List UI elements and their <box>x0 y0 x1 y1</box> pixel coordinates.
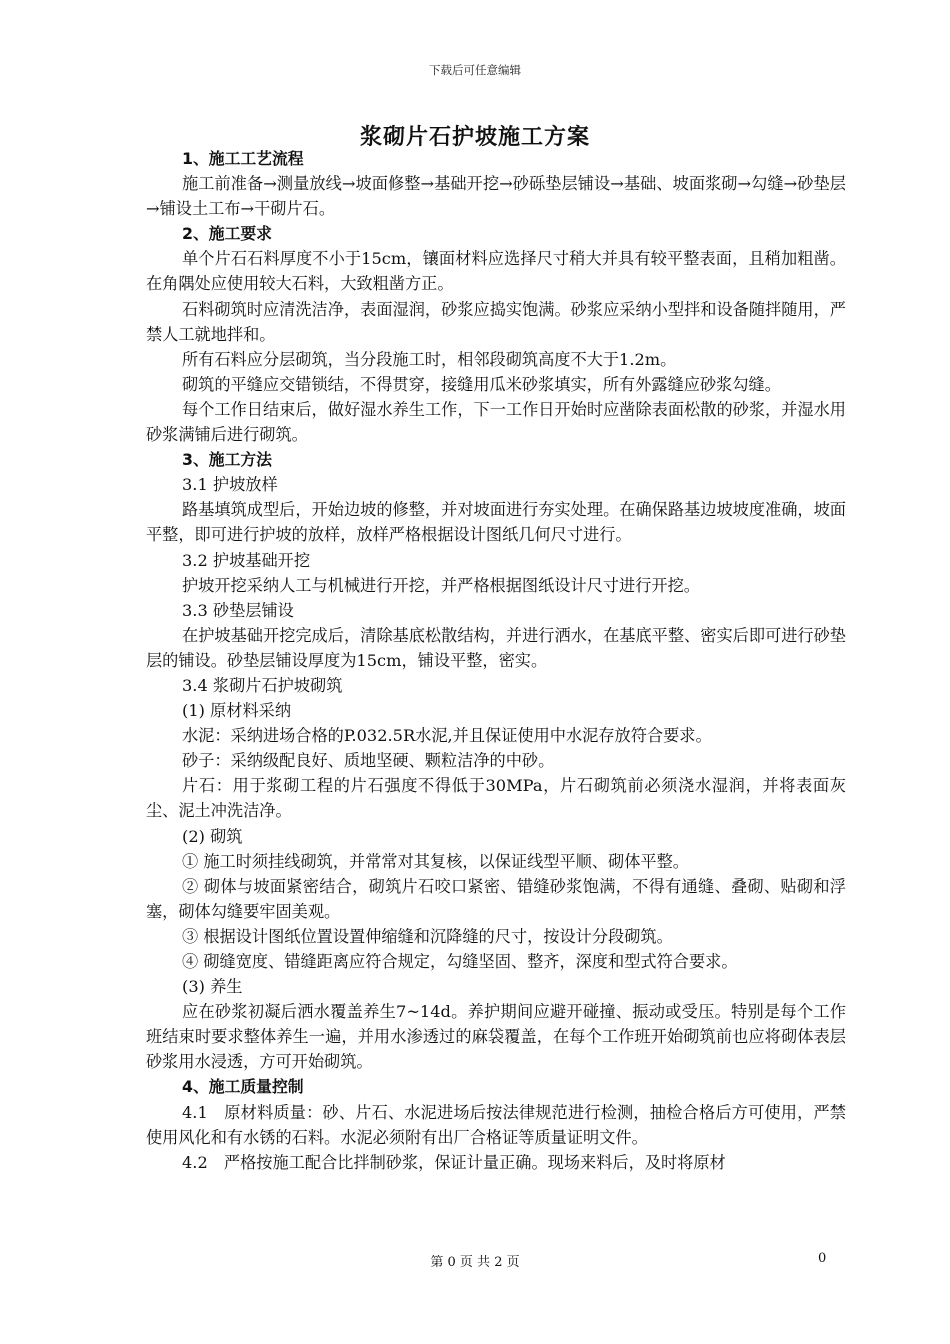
paragraph: 砂子：采纳级配良好、质地坚硬、颗粒洁净的中砂。 <box>182 751 555 771</box>
paragraph: 4.1 原材料质量：砂、片石、水泥进场后按法律规范进行检测，抽检合格后方可使用，严禁使用风化和有水锈的石料。水泥必须附有出厂合格证等质量证明文件。 <box>146 1102 846 1147</box>
list-item: ① 施工时须挂线砌筑，并常常对其复核，以保证线型平顺、砌体平整。 <box>182 851 689 871</box>
item-title: (2) 砌筑 <box>182 826 243 846</box>
paragraph: 施工前准备→测量放线→坡面修整→基础开挖→砂砾垫层铺设→基础、坡面浆砌→勾缝→砂垫层→铺设土工布→干砌片石。 <box>146 174 846 219</box>
document-body <box>146 146 846 1175</box>
list-item: ③ 根据设计图纸位置设置伸缩缝和沉降缝的尺寸，按设计分段砌筑。 <box>182 926 673 946</box>
paragraph: 片石：用于浆砌工程的片石强度不得低于30MPa，片石砌筑前必须浇水湿润，并将表面灰尘、泥土冲洗洁净。 <box>146 776 846 821</box>
subsection-title: 3.4 浆砌片石护坡砌筑 <box>182 675 343 695</box>
paragraph: 砌筑的平缝应交错锁结，不得贯穿，接缝用瓜米砂浆填实，所有外露缝应砂浆勾缝。 <box>182 374 781 394</box>
paragraph: 应在砂浆初凝后洒水覆盖养生7~14d。养护期间应避开碰撞、振动或受压。特别是每个工作班结束时要求整体养生一遍，并用水渗透过的麻袋覆盖，在每个工作班开始砌筑前也应将砌体表层砂浆用水浸透，方可开始砌筑。 <box>146 1002 846 1072</box>
section-heading-2: 2、施工要求 <box>182 224 272 244</box>
list-item: ② 砌体与坡面紧密结合，砌筑片石咬口紧密、错缝砂浆饱满，不得有通缝、叠砌、贴砌和浮塞，砌体勾缝要牢固美观。 <box>146 876 846 921</box>
subsection-title: 3.2 护坡基础开挖 <box>182 550 311 570</box>
page-number: 0 <box>818 1251 827 1266</box>
page-footer: 第 0 页 共 2 页 <box>430 1255 520 1270</box>
paragraph: 路基填筑成型后，开始边坡的修整，并对坡面进行夯实处理。在确保路基边坡坡度准确，坡面平整，即可进行护坡的放样，放样严格根据设计图纸几何尺寸进行。 <box>146 500 846 545</box>
section-heading-1: 1、施工工艺流程 <box>182 149 304 168</box>
page-header: 下载后可任意编辑 <box>429 63 521 77</box>
item-title: (3) 养生 <box>182 977 243 997</box>
paragraph: 所有石料应分层砌筑，当分段施工时，相邻段砌筑高度不大于1.2m。 <box>182 349 677 369</box>
item-title: (1) 原材料采纳 <box>182 701 292 721</box>
section-heading-4: 4、施工质量控制 <box>182 1077 304 1097</box>
paragraph: 每个工作日结束后，做好湿水养生工作，下一工作日开始时应凿除表面松散的砂浆，并湿水用砂浆满铺后进行砌筑。 <box>146 399 846 445</box>
subsection-title: 3.3 砂垫层铺设 <box>182 600 294 620</box>
document-title: 浆砌片石护坡施工方案 <box>359 124 590 150</box>
paragraph: 单个片石石料厚度不小于15cm，镶面材料应选择尺寸稍大并具有较平整表面，且稍加粗凿。在角隅处应使用较大石料，大致粗凿方正。 <box>146 249 846 294</box>
paragraph: 护坡开挖采纳人工与机械进行开挖，并严格根据图纸设计尺寸进行开挖。 <box>182 575 700 595</box>
paragraph: 4.2 严格按施工配合比拌制砂浆，保证计量正确。现场来料后，及时将原材 <box>182 1152 726 1172</box>
paragraph: 石料砌筑时应清洗洁净，表面湿润，砂浆应捣实饱满。砂浆应采纳小型拌和设备随拌随用，严禁人工就地拌和。 <box>146 299 846 344</box>
section-heading-3: 3、施工方法 <box>182 450 272 470</box>
paragraph: 水泥：采纳进场合格的P.032.5R水泥,并且保证使用中水泥存放符合要求。 <box>182 726 712 746</box>
paragraph: 在护坡基础开挖完成后，清除基底松散结构，并进行洒水，在基底平整、密实后即可进行砂垫层的铺设。砂垫层铺设厚度为15cm，铺设平整，密实。 <box>146 625 846 670</box>
list-item: ④ 砌缝宽度、错缝距离应符合规定，勾缝坚固、整齐，深度和型式符合要求。 <box>182 952 738 971</box>
subsection-title: 3.1 护坡放样 <box>182 475 278 495</box>
